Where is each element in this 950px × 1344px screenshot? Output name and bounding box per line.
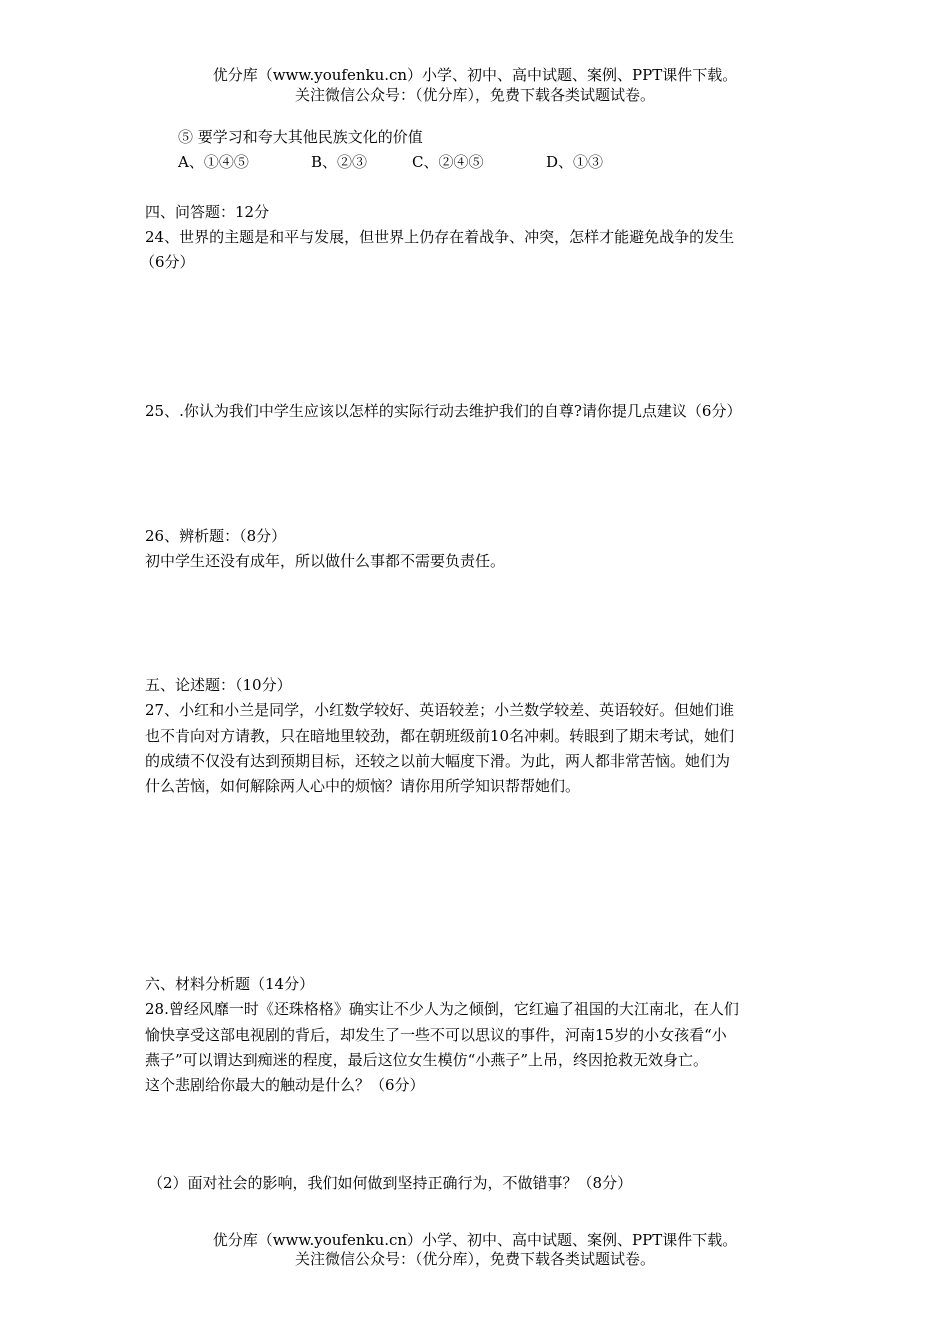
q23-option-b: B、②③ [311, 153, 368, 171]
q28-line-1: 28.曾经风靡一时《还珠格格》确实让不少人为之倾倒，它红遍了祖国的大江南北，在人们 [145, 1000, 739, 1018]
q27-line-1: 27、小红和小兰是同学，小红数学较好、英语较差；小兰数学较差、英语较好。但她们谁 [145, 701, 735, 719]
footer-line-1: 优分库（www.youfenku.cn）小学、初中、高中试题、案例、PPT课件下载。 [212, 1231, 738, 1249]
q23-option-a: A、①④⑤ [178, 153, 249, 171]
section-5-title: 五、论述题：（10分） [145, 676, 292, 694]
q24-line-1: 24、世界的主题是和平与发展，但世界上仍存在着战争、冲突，怎样才能避免战争的发生 [145, 228, 735, 246]
q25-text: 25、.你认为我们中学生应该以怎样的实际行动去维护我们的自尊?请你提几点建议（6分） [145, 402, 742, 420]
q24-line-2: （6分） [140, 253, 195, 271]
q28-line-4: 这个悲剧给你最大的触动是什么？（6分） [145, 1076, 425, 1094]
q23-item-5: ⑤ 要学习和夸大其他民族文化的价值 [178, 128, 423, 146]
q26-title: 26、辨析题：（8分） [145, 527, 287, 545]
q27-line-2: 也不肯向对方请教，只在暗地里较劲，都在朝班级前10名冲刺。转眼到了期末考试，她们 [145, 727, 735, 745]
header-line-2: 关注微信公众号：（优分库），免费下载各类试题试卷。 [294, 86, 655, 104]
q27-line-4: 什么苦恼，如何解除两人心中的烦恼？请你用所学知识帮帮她们。 [145, 777, 581, 795]
footer-line-2: 关注微信公众号：（优分库），免费下载各类试题试卷。 [294, 1250, 655, 1268]
q23-option-d: D、①③ [546, 153, 604, 171]
section-4-title: 四、问答题：12分 [145, 203, 270, 221]
q28-line-3: 燕子”可以谓达到痴迷的程度，最后这位女生模仿“小燕子”上吊，终因抢救无效身亡。 [145, 1051, 709, 1069]
q28-line-2: 愉快享受这部电视剧的背后，却发生了一些不可以思议的事件，河南15岁的小女孩看“小 [145, 1026, 727, 1044]
q27-line-3: 的成绩不仅没有达到预期目标，还较之以前大幅度下滑。为此，两人都非常苦恼。她们为 [145, 752, 731, 770]
q26-text: 初中学生还没有成年，所以做什么事都不需要负责任。 [145, 552, 506, 570]
q23-option-c: C、②④⑤ [412, 153, 484, 171]
q28-part-2: （2）面对社会的影响，我们如何做到坚持正确行为，不做错事？（8分） [148, 1174, 633, 1192]
section-6-title: 六、材料分析题（14分） [145, 975, 315, 993]
header-line-1: 优分库（www.youfenku.cn）小学、初中、高中试题、案例、PPT课件下载。 [212, 66, 738, 84]
